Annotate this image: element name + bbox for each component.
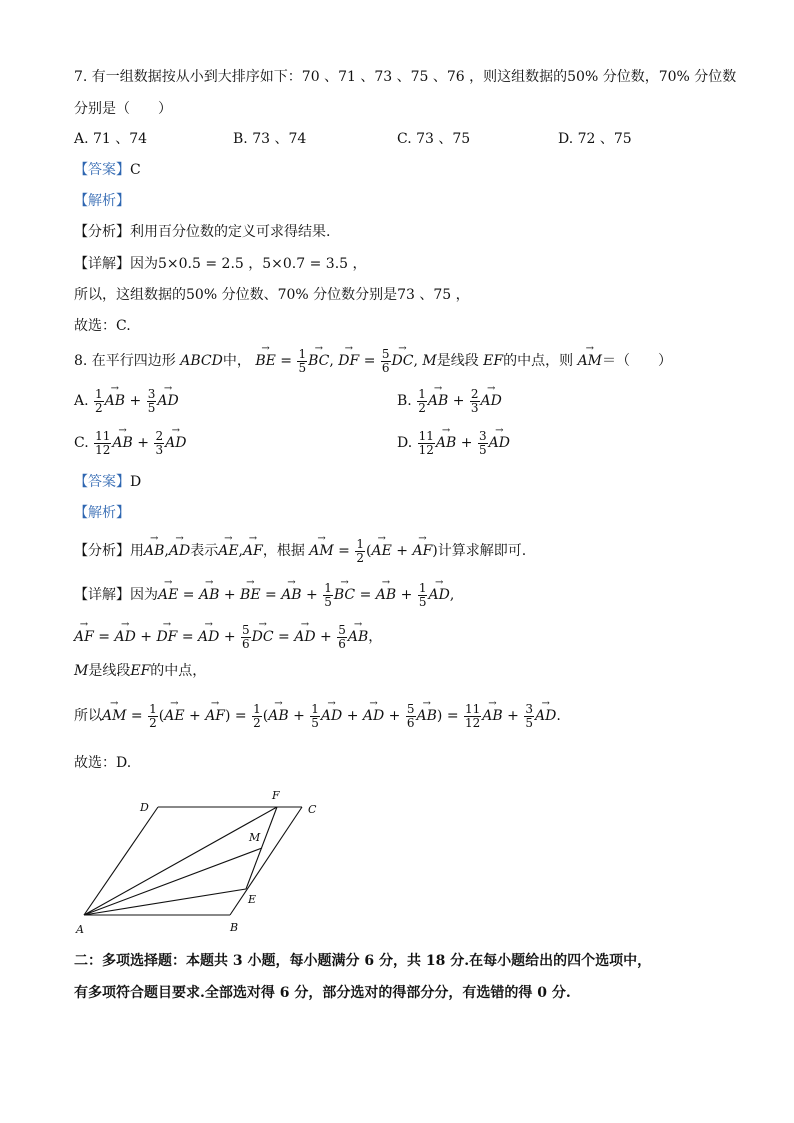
q8-xiangjie-line1: 【详解】因为→ AE = → AB + → BE = → AB + $\frac{1}{5}$ → BC = → AB + $\frac{1}{5}$ → AD, — [74, 578, 454, 612]
q7-option-d: D. 72 、75 — [558, 131, 632, 147]
q8-suffix2: 的中点，则 — [503, 353, 574, 369]
frac-num: 3 — [147, 386, 156, 401]
q7-option-b: B. 73 、74 — [233, 131, 307, 147]
q8-option-d: D. $\frac{11}{12}$ → AB + $\frac{3}{5}$ → AD — [397, 428, 510, 458]
label-b: B — [230, 921, 239, 934]
frac-den: 5 — [478, 442, 487, 457]
q8-blank: ＝（ ） — [602, 353, 673, 369]
frac-den: 3 — [155, 442, 164, 457]
label-d: D — [140, 801, 149, 814]
vec: → AB — [112, 428, 132, 458]
q8-choose: 故选：D. — [74, 755, 132, 771]
xiangjie-a: 因为 — [130, 587, 158, 603]
frac-den: 12 — [418, 442, 434, 457]
frac-den: 3 — [470, 400, 479, 415]
segment-am — [84, 848, 262, 915]
frac-num: 2 — [470, 386, 479, 401]
answer-tag: 【答案】 — [74, 474, 130, 490]
answer-tag: 【答案】 — [74, 162, 130, 178]
q7-fenxi-line — [74, 221, 330, 243]
frac-den: 2 — [95, 400, 103, 415]
parallelogram-figure — [70, 785, 330, 940]
label-a: A — [76, 923, 84, 936]
q7-xiangjie-line — [74, 253, 367, 275]
q7-analysis-line — [74, 190, 130, 212]
q8-stem: 8. 在平行四边形 ABCD中， → BE = $\frac{1}{5}$ → BC, → DF = $\frac{5}{6}$ → DC, M是线段 EF的中点，则 → AM＝（ ） — [74, 346, 672, 376]
label-c: C — [308, 803, 317, 816]
q8-midpoint-line: M是线段EF的中点， — [74, 663, 207, 679]
vec-df: → DF — [338, 346, 359, 376]
q8-suoyi-line: 所以→ AM = $\frac{1}{2}$ (→ AE + → AF) = $\frac{1}{2}$ (→ AB + $\frac{1}{5}$ → AD + → AD + $\frac{5}{6}$ → AB) = $\frac{11}{12}$ → AB + $\frac{3}{5}$ → AD. — [74, 698, 561, 734]
analysis-tag: 【解析】 — [74, 193, 130, 209]
vec: → AD — [165, 428, 186, 458]
vec: → AB — [428, 386, 448, 416]
vec-dc: → DC — [392, 346, 414, 376]
fenxi-tag: 【分析】 — [74, 543, 130, 559]
option-label: B. — [397, 393, 412, 409]
vec-am: → AM — [578, 346, 602, 376]
frac-den: 2 — [418, 400, 426, 415]
xiangjie-tag: 【详解】 — [74, 587, 130, 603]
frac-num: 1 — [95, 386, 103, 401]
q8-mid: 中， — [222, 353, 251, 369]
analysis-tag: 【解析】 — [74, 505, 130, 521]
vec: → AD — [157, 386, 178, 416]
frac-num: 11 — [418, 428, 434, 443]
frac-num: 3 — [478, 428, 487, 443]
q8-xiangjie-line2: → AF = → AD + → DF = → AD + $\frac{5}{6}$ → DC = → AD + $\frac{5}{6}$ → AB， — [74, 620, 382, 654]
segment-ef: EF — [483, 353, 504, 369]
side-bc — [230, 807, 302, 915]
option-label: A. — [74, 393, 89, 409]
frac-den: 12 — [95, 442, 111, 457]
frac-den: 5 — [147, 400, 156, 415]
frac-num: 2 — [155, 428, 164, 443]
q8-analysis-line — [74, 502, 130, 524]
fenxi-d: 计算求解即可. — [437, 543, 527, 559]
fenxi-c: ，根据 — [262, 543, 305, 559]
m-midpoint: 是线段 — [88, 663, 131, 679]
q8-abcd: ABCD — [180, 353, 223, 369]
fenxi-a: 用 — [130, 543, 144, 559]
vec: → AB — [105, 386, 125, 416]
vec-bc: → BC — [308, 346, 329, 376]
vec-be: → BE — [255, 346, 276, 376]
q7-stem-line2: 分别是（ ） — [74, 101, 172, 117]
q7-stem-line1: 7. 有一组数据按从小到大排序如下：70 、71 、73 、75 、76 ，则这组数据的50% 分位数，70% 分位数 — [74, 69, 737, 85]
suoyi: 所以 — [74, 708, 102, 724]
segment-ef — [246, 807, 277, 889]
q8-option-c: C. $\frac{11}{12}$ → AB + $\frac{2}{3}$ → AD — [74, 428, 186, 458]
q7-option-c: C. 73 、75 — [397, 131, 471, 147]
side-da — [84, 807, 158, 915]
q8-prefix: 8. 在平行四边形 — [74, 353, 176, 369]
frac-num: 11 — [95, 428, 111, 443]
q8-suffix1: 是线段 — [436, 353, 479, 369]
section2-line1: 二：多项选择题：本题共 3 小题，每小题满分 6 分，共 18 分.在每小题给出的四个选项中， — [74, 953, 652, 969]
q7-fenxi: 利用百分位数的定义可求得结果. — [130, 224, 331, 240]
m-midpoint2: 的中点， — [150, 663, 207, 679]
vec: → AD — [489, 428, 510, 458]
label-m: M — [249, 831, 261, 844]
q7-xiangjie: 因为5×0.5 = 2.5 ，5×0.7 = 3.5 ， — [130, 256, 367, 272]
q7-option-a: A. 71 、74 — [74, 131, 148, 147]
q8-option-b: B. $\frac{1}{2}$ → AB + $\frac{2}{3}$ → AD — [397, 386, 502, 416]
q8-answer: D — [130, 474, 142, 490]
q7-answer: C — [130, 162, 141, 178]
q7-answer-line — [74, 159, 141, 181]
point-m: M — [422, 353, 437, 369]
label-e: E — [248, 893, 257, 906]
option-label: C. — [74, 435, 89, 451]
q8-answer-line — [74, 471, 141, 493]
xiangjie-tag: 【详解】 — [74, 256, 130, 272]
vec: → AB — [436, 428, 456, 458]
q8-fenxi-line: 【分析】用→ AB,→ AD表示→ AE,→ AF，根据 → AM = $\frac{1}{2}$ (→ AE + → AF)计算求解即可. — [74, 534, 526, 568]
fenxi-b: 表示 — [190, 543, 219, 559]
frac-num: 1 — [418, 386, 426, 401]
q8-option-a: A. $\frac{1}{2}$ → AB + $\frac{3}{5}$ → AD — [74, 386, 179, 416]
vec: → AD — [481, 386, 502, 416]
section2-line2: 有多项符合题目要求.全部选对得 6 分，部分选对的得部分分，有选错的得 0 分. — [74, 985, 571, 1001]
label-f: F — [272, 789, 280, 802]
q7-conclusion: 所以，这组数据的50% 分位数、70% 分位数分别是73 、75 ， — [74, 287, 470, 303]
frac: $\frac{1}{5}$ — [298, 346, 307, 375]
option-label: D. — [397, 435, 413, 451]
fenxi-tag: 【分析】 — [74, 224, 130, 240]
q7-choose: 故选：C. — [74, 318, 131, 334]
frac: $\frac{5}{6}$ — [381, 346, 390, 375]
